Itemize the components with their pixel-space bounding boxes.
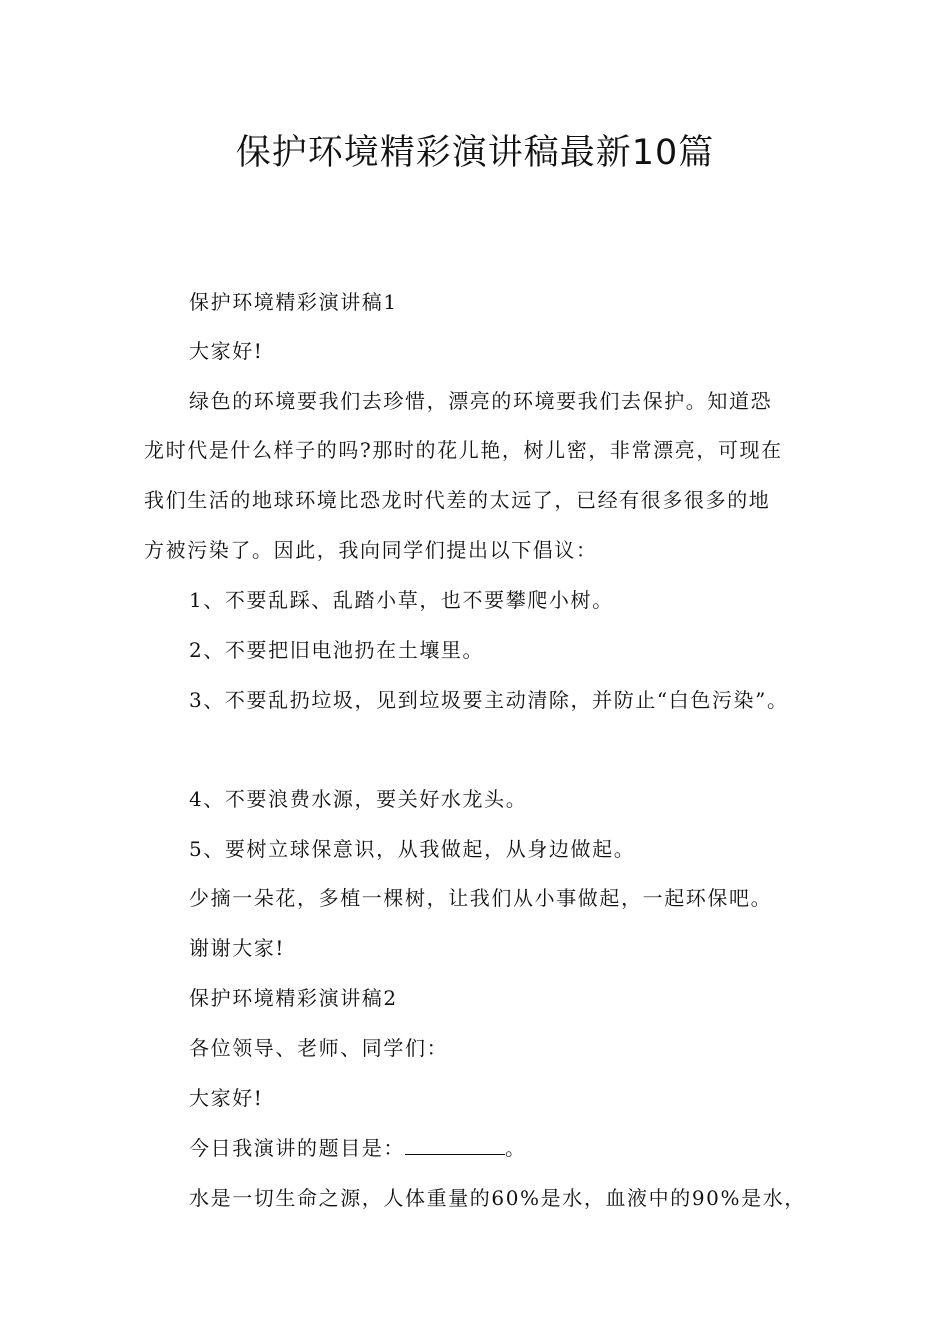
- section-heading-2: 保护环境精彩演讲稿2: [189, 986, 398, 1010]
- speech-topic-label: 今日我演讲的题目是：: [189, 1136, 405, 1160]
- paragraph-line: 大家好!: [189, 1086, 264, 1110]
- list-item: 4、不要浪费水源，要关好水龙头。: [189, 787, 528, 811]
- paragraph-line: 少摘一朵花，多植一棵树，让我们从小事做起，一起环保吧。: [189, 886, 773, 910]
- section-heading-1: 保护环境精彩演讲稿1: [189, 290, 398, 314]
- fill-in-blank: [405, 1138, 505, 1155]
- sentence-end: 。: [505, 1136, 527, 1160]
- paragraph-line: 方被污染了。因此，我向同学们提出以下倡议：: [144, 538, 598, 562]
- paragraph-line: 水是一切生命之源，人体重量的60%是水，血液中的90%是水，: [189, 1186, 806, 1210]
- list-item: 3、不要乱扔垃圾，见到垃圾要主动清除，并防止“白色污染”。: [189, 688, 789, 712]
- paragraph-line: 各位领导、老师、同学们：: [189, 1036, 449, 1060]
- list-item: 2、不要把旧电池扔在土壤里。: [189, 638, 485, 662]
- paragraph-line: 我们生活的地球环境比恐龙时代差的太远了，已经有很多很多的地: [144, 488, 771, 512]
- list-item: 1、不要乱踩、乱踏小草，也不要攀爬小树。: [189, 588, 614, 612]
- paragraph-line: 大家好!: [189, 339, 264, 363]
- paragraph-line: 绿色的环境要我们去珍惜，漂亮的环境要我们去保护。知道恐: [189, 389, 773, 413]
- paragraph-line: 谢谢大家!: [189, 936, 286, 960]
- document-title: 保护环境精彩演讲稿最新10篇: [235, 133, 715, 173]
- paragraph-line: [189, 1133, 527, 1163]
- paragraph-line: 龙时代是什么样子的吗?那时的花儿艳，树儿密，非常漂亮，可现在: [144, 438, 783, 462]
- list-item: 5、要树立球保意识，从我做起，从身边做起。: [189, 837, 636, 861]
